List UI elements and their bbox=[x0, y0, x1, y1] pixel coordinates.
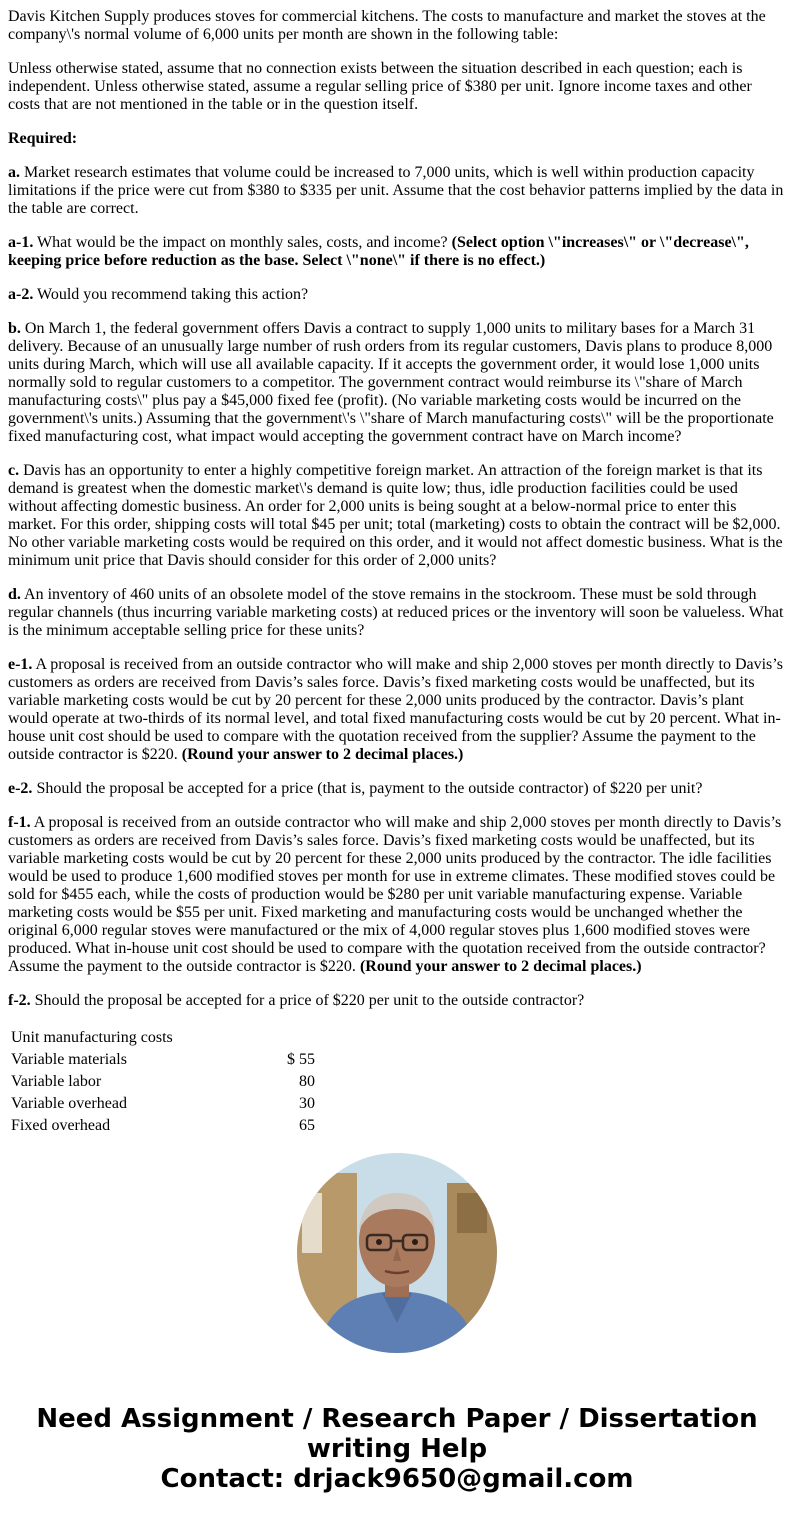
question-d: d. An inventory of 460 units of an obsolete model of the stove remains in the stockroom. These must be sold through regular channels (thus incurring variable marketing costs) at reduced prices or the inventory will soon be valueless. What is the minimum acceptable selling price for these units? bbox=[8, 586, 784, 639]
question-a: a. Market research estimates that volume could be increased to 7,000 units, which is well within production capacity limitations if the price were cut from $380 to $335 per unit. Assume that the cost behavior patterns implied by the data in the table are correct. bbox=[8, 164, 784, 217]
row-value: 30 bbox=[299, 1095, 315, 1112]
tutor-photo-illustration bbox=[297, 1153, 497, 1353]
cost-table bbox=[8, 1026, 318, 1138]
assumptions-paragraph: Unless otherwise stated, assume that no connection exists between the situation described in each question; each is independent. Unless otherwise stated, assume a regular selling price of $380 per unit. Ignore income taxes and other costs that are not mentioned in the table or in the question itself. bbox=[8, 60, 752, 113]
question-f1: f-1. A proposal is received from an outside contractor who will make and ship 2,000 stoves per month directly to Davis’s customers as orders are received from Davis’s sales force. Davis’s fixed marketing costs would be unaffected, but its variable marketing costs would be cut by 20 percent for these 2,000 units produced by the contractor. The idle facilities would be used to produce 1,600 modified stoves per month for use in extreme climates. These modified stoves could be sold for $455 each, while the costs of production would be $280 per unit variable manufacturing expense. Variable marketing costs would be $55 per unit. Fixed marketing and manufacturing costs would be unchanged whether the original 6,000 regular stoves were manufactured or the mix of 4,000 regular stoves plus 1,600 modified stoves were produced. What in-house unit cost should be used to compare with the quotation received from the outside contractor? Assume the payment to the outside contractor is $220. (Round your answer to 2 decimal places.) bbox=[8, 814, 782, 975]
row-label: Variable labor bbox=[11, 1073, 102, 1090]
required-heading: Required: bbox=[8, 130, 78, 147]
row-label: Variable materials bbox=[11, 1051, 127, 1068]
question-a1: a-1. What would be the impact on monthly sales, costs, and income? (Select option \"increases\" or \"decrease\", keeping price before reduction as the base. Select \"none\" if there is no effect.) bbox=[8, 234, 749, 269]
question-e1: e-1. A proposal is received from an outside contractor who will make and ship 2,000 stoves per month directly to Davis’s customers as orders are received from Davis’s sales force. Davis’s fixed marketing costs would be unaffected, but its variable marketing costs would be cut by 20 percent for these 2,000 units produced by the contractor. Davis’s plant would operate at two-thirds of its normal level, and total fixed manufacturing costs would be cut by 20 percent. What in-house unit cost should be used to compare with the quotation received from the supplier? Assume the payment to the outside contractor is $220. (Round your answer to 2 decimal places.) bbox=[8, 656, 783, 763]
intro-paragraph: Davis Kitchen Supply produces stoves for commercial kitchens. The costs to manufacture and market the stoves at the company\'s normal volume of 6,000 units per month are shown in the following table: bbox=[8, 8, 766, 43]
question-f2: f-2. Should the proposal be accepted for a price of $220 per unit to the outside contractor? bbox=[8, 992, 585, 1009]
table-header-row bbox=[10, 1028, 316, 1048]
table-row bbox=[10, 1116, 316, 1136]
row-value: 65 bbox=[299, 1117, 315, 1134]
row-label: Variable overhead bbox=[11, 1095, 127, 1112]
row-value: $ 55 bbox=[287, 1051, 315, 1068]
table-row bbox=[10, 1050, 316, 1070]
banner-line-2: writing Help bbox=[306, 1434, 488, 1464]
question-e2: e-2. Should the proposal be accepted for a price (that is, payment to the outside contractor) of $220 per unit? bbox=[8, 780, 703, 797]
question-document bbox=[8, 8, 786, 1140]
tutor-avatar bbox=[297, 1153, 497, 1353]
question-c: c. Davis has an opportunity to enter a highly competitive foreign market. An attraction of the foreign market is that its demand is greatest when the domestic market\'s demand is quite low; thus, idle production facilities could be used without affecting domestic business. An order for 2,000 units is being sought at a below-normal price to enter this market. For this order, shipping costs will total $45 per unit; total (marketing) costs to obtain the contract will be $2,000. No other variable marketing costs would be required on this order, and it would not affect domestic business. What is the minimum unit price that Davis should consider for this order of 2,000 units? bbox=[8, 462, 783, 569]
question-b: b. On March 1, the federal government offers Davis a contract to supply 1,000 units to military bases for a March 31 delivery. Because of an unusually large number of rush orders from its regular customers, Davis plans to produce 8,000 units during March, which will use all available capacity. If it accepts the government order, it would lose 1,000 units normally sold to regular customers to a competitor. The government contract would reimburse its \"share of March manufacturing costs\" plus pay a $45,000 fixed fee (profit). (No variable marketing costs would be incurred on the government\'s units.) Assuming that the government\'s \"share of March manufacturing costs\" will be the proportionate fixed manufacturing cost, what impact would accepting the government contract have on March income? bbox=[8, 320, 774, 445]
table-row bbox=[10, 1094, 316, 1114]
banner-line-1: Need Assignment / Research Paper / Dissertation bbox=[36, 1404, 758, 1434]
table-row bbox=[10, 1072, 316, 1092]
banner-contact-email: Contact: drjack9650@gmail.com bbox=[160, 1464, 634, 1494]
question-a2: a-2. Would you recommend taking this action? bbox=[8, 286, 309, 303]
row-value: 80 bbox=[299, 1073, 315, 1090]
table-header: Unit manufacturing costs bbox=[11, 1029, 173, 1046]
row-label: Fixed overhead bbox=[11, 1117, 111, 1134]
cost-table-clip bbox=[8, 1026, 786, 1140]
contact-banner bbox=[0, 1404, 794, 1494]
